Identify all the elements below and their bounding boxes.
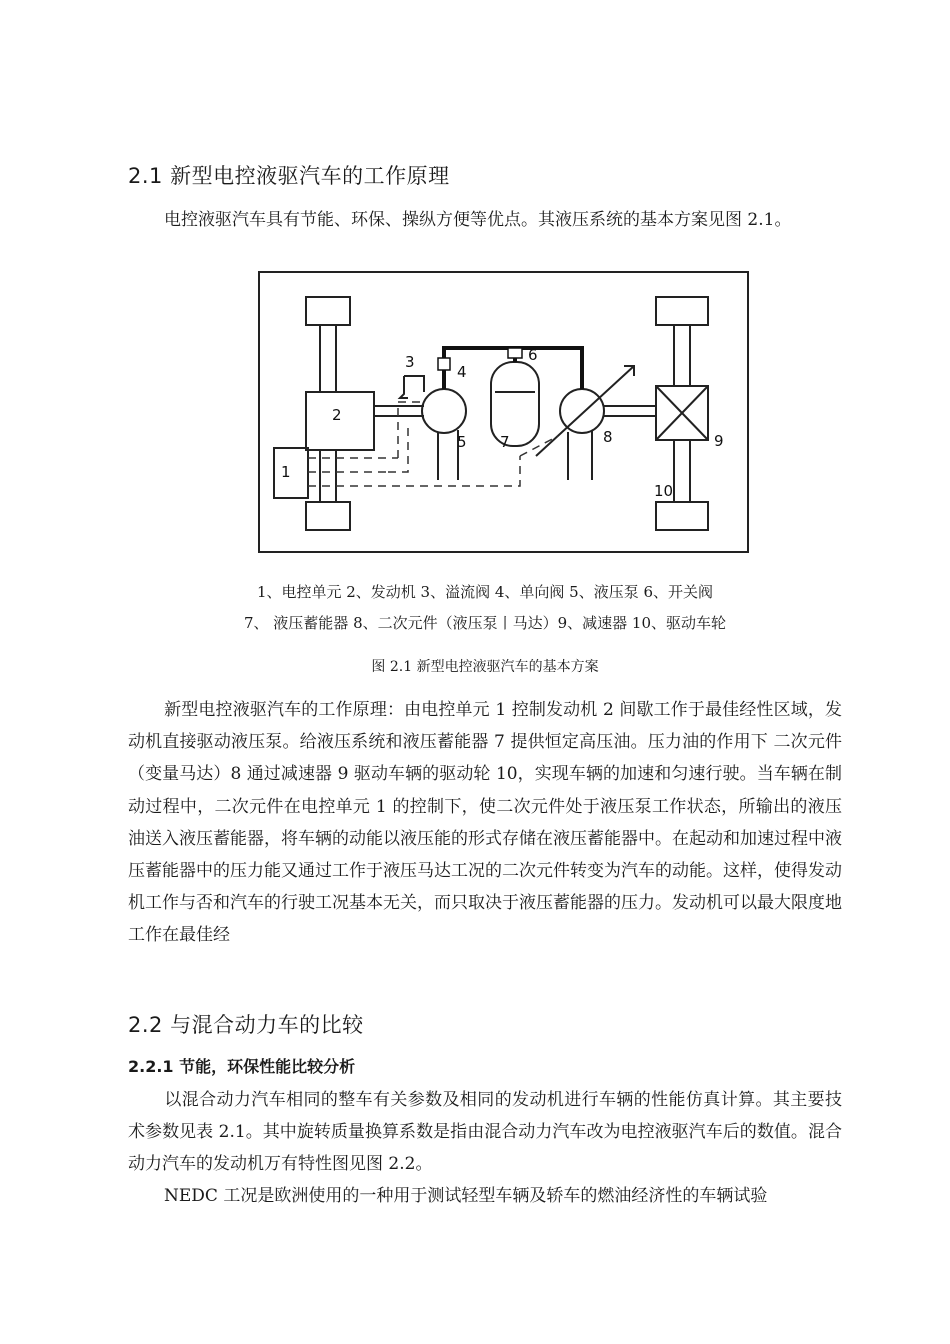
principle-text: 新型电控液驱汽车的工作原理：由电控单元 1 控制发动机 2 间歇工作于最佳经性区域，发动机直接驱动液压泵。给液压系统和液压蓄能器 7 提供恒定高压油。压力油的作用下 二次元件（变量马达）8 通过减速器 9 驱动车辆的驱动轮 10，实现车辆的加速和匀速行驶。当车辆在制动过程中，二次元件在电控单元 1 的控制下，使二次元件处于液压泵工作状态，所输出的液压油送入液压蓄能器，将车辆的动能以液压能的形式存储在液压蓄能器中。在起动和加速过程中液压蓄能器中的压力能又通过工作于液压马达工况的二次元件转变为汽车的动能。这样，使得发动机工作与否和汽车的行驶工况基本无关，而只取决于液压蓄能器的压力。发动机可以最大限度地工作在最佳经 [128, 700, 842, 946]
label-2: 2 [332, 406, 342, 424]
figure-caption: 图 2.1 新型电控液驱汽车的基本方案 [371, 659, 599, 675]
section-2-2-heading: 2.2 与混合动力车的比较 [128, 1013, 364, 1037]
right-front-wheel [656, 297, 708, 325]
figure-legend-line-1: 1、电控单元 2、发动机 3、溢流阀 4、单向阀 5、液压泵 6、开关阀 [256, 583, 714, 601]
control-unit-box [274, 448, 308, 498]
label-3: 3 [405, 353, 415, 371]
nedc-text: NEDC 工况是欧洲使用的一种用于测试轻型车辆及轿车的燃油经济性的车辆试验 [164, 1186, 768, 1206]
comparison-paragraph [128, 1084, 842, 1180]
left-rear-wheel [306, 502, 350, 530]
principle-paragraph [128, 694, 842, 952]
diagram-svg [258, 270, 750, 554]
label-7: 7 [500, 433, 510, 451]
check-valve [438, 358, 450, 370]
comparison-text: 以混合动力汽车相同的整车有关参数及相同的发动机进行车辆的性能仿真计算。其主要技术参数见表 2.1。其中旋转质量换算系数是指由混合动力汽车改为电控液驱汽车后的数值。混合动力汽车的发动机万有特性图见图 2.2。 [128, 1090, 842, 1174]
label-10: 10 [654, 482, 674, 500]
label-4: 4 [457, 363, 467, 381]
label-9: 9 [714, 432, 724, 450]
intro-text: 电控液驱汽车具有节能、环保、操纵方便等优点。其液压系统的基本方案见图 2.1。 [164, 210, 792, 230]
label-1: 1 [281, 463, 291, 481]
label-8: 8 [603, 428, 613, 446]
section-2-2-1-heading: 2.2.1 节能，环保性能比较分析 [128, 1057, 356, 1076]
switch-valve [508, 348, 522, 358]
nedc-paragraph [128, 1180, 842, 1212]
accumulator [491, 362, 539, 446]
label-6: 6 [528, 346, 538, 364]
figure-legend-line-2: 7、 液压蓄能器 8、二次元件（液压泵丨马达）9、减速器 10、驱动车轮 [243, 614, 727, 632]
section-2-1-intro [128, 204, 842, 236]
right-rear-wheel [656, 502, 708, 530]
hydraulic-system-diagram [258, 270, 750, 554]
secondary-element [560, 389, 604, 433]
hydraulic-pump [422, 389, 466, 433]
left-front-wheel [306, 297, 350, 325]
label-5: 5 [457, 433, 467, 451]
section-2-1-heading: 2.1 新型电控液驱汽车的工作原理 [128, 164, 450, 188]
